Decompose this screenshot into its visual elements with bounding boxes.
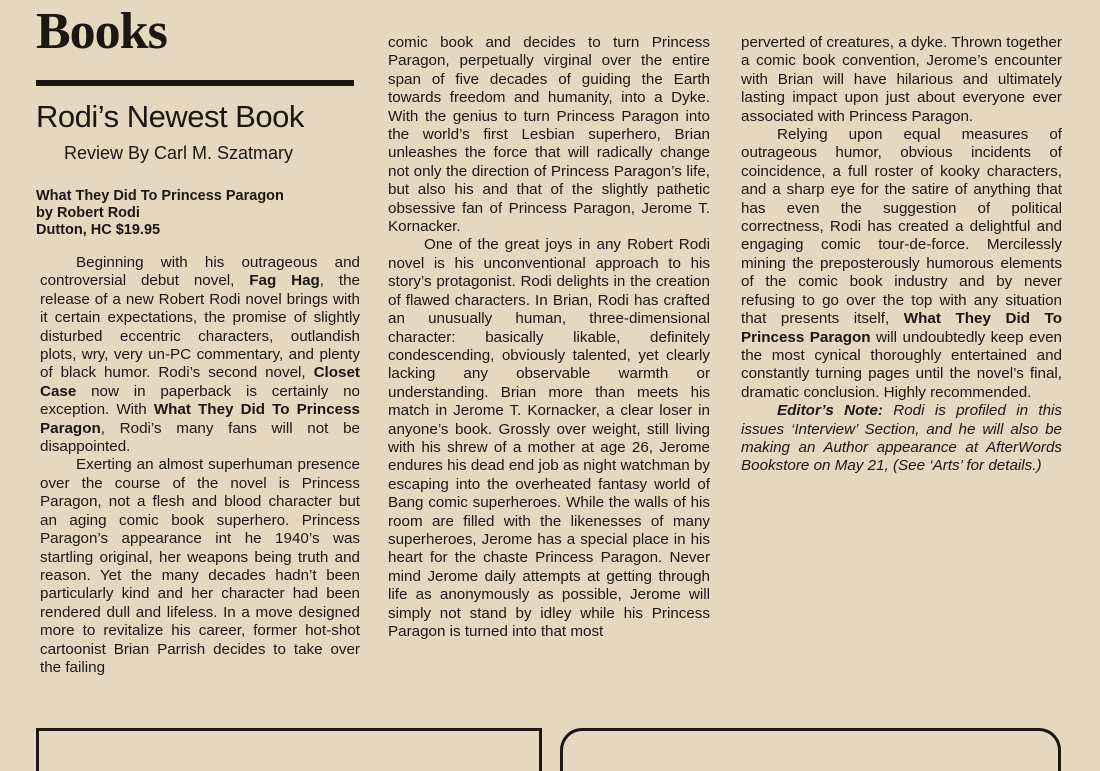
text-run: Beginning with his outrageous and controversial debut novel,	[40, 254, 360, 290]
book-title-princess-paragon-2: What They Did To Princess Paragon	[741, 310, 1062, 346]
text-run: now in paperback is certainly no exception. With	[40, 382, 360, 419]
paragraph-princess-paragon: Exerting an almost superhuman presence over the course of the novel is Princess Paragon, not a flesh and blood character but an aging comic book superhero. Princess Paragon’s appearance int he 1940’s was startling original, her weapons being truth and reason. Yet the many decades hadn’t been particularly kind and her character had been rendered dull and lifeless. In a move designed more to revitalize his career, former hot-shot cartoonist Brian Parrish decides to take over the failing	[40, 456, 360, 676]
book-title-fag-hag: Fag Hag	[249, 272, 320, 290]
editors-note-text: Rodi is profiled in this issues ‘Interview’ Section, and he will also be making an Author appearance at AfterWords Bookstore on May 21, (See ‘Arts’ for details.)	[741, 402, 1062, 475]
text-run: , Rodi’s many fans will not be disappointed.	[40, 419, 360, 456]
text-run: , the release of a new Robert Rodi novel brings with it certain expectations, the promise of slightly disturbed eccentric characters, outlandish plots, wry, very un-PC commentary, and plenty of black humor. Rodi’s second novel,	[40, 272, 360, 382]
paragraph-continued: comic book and decides to turn Princess Paragon, perpetually virginal over the entire span of five decades of guiding the Earth towards freedom and humanity, into a Dyke. With the genius to turn Princess Paragon into the world’s first Lesbian superhero, Brian unleashes the force that will radically change not only the direction of Princess Paragon’s life, but also his and that of the slightly pathetic obsessive fan of Princess Paragon, Jerome T. Kornacker.	[388, 34, 710, 236]
paragraph-verdict	[741, 126, 1062, 402]
article-headline: Rodi’s Newest Book	[36, 99, 304, 134]
editors-note	[741, 402, 1062, 476]
paragraph-characters: One of the great joys in any Robert Rodi novel is his unconventional approach to his story’s protagonist. Rodi delights in the creation of flawed characters. In Brian, Rodi has crafted an unusually human, three-dimensional character: basically likable, definitely condescending, obviously talented, yet clearly lacking any observable warmth or understanding. Brian more than meets his match in Jerome T. Kornacker, a clear loser in anyone’s book. Grossly over weight, still living with his shrew of a mother at age 26, Jerome endures his dead end job as night watchman by escaping into the overheated fantasy world of Bang comic superheroes. While the walls of his room are filled with the likenesses of many superheroes, Jerome has a special place in his heart for the chaste Princess Paragon. Never mind Jerome daily attempts at getting through life as anonymously as possible, Jerome will simply not stand by idley while his Princess Paragon is turned into that most	[388, 236, 710, 640]
paragraph-intro	[40, 254, 360, 456]
bottom-box-left	[36, 728, 542, 771]
bottom-box-right	[560, 728, 1061, 771]
article-byline: Review By Carl M. Szatmary	[64, 143, 294, 163]
section-rule	[36, 80, 354, 86]
book-title-princess-paragon: What They Did To Princess Paragon	[40, 401, 360, 437]
book-title-closet-case: Closet Case	[40, 364, 360, 400]
book-publisher: Dutton, HC $19.95	[36, 221, 161, 238]
text-run: Relying upon equal measures of outrageous humor, obvious incidents of coincidence, a full roster of kooky characters, and a sharp eye for the satire of anything that has even the suggestion of political correctness, Rodi has created a delightful and engaging comic tour-de-force. Mercilessly mining the preposterously humorous elements of the comic book industry and by never refusing to go over the top with any situation that presents itself,	[741, 126, 1062, 328]
paragraph-continued-2: perverted of creatures, a dyke. Thrown together a comic book convention, Jerome’s encounter with Brian will have hilarious and ultimately lasting impact upon just about everyone ever associated with Princess Paragon.	[741, 34, 1062, 125]
article-column-1	[40, 254, 360, 677]
book-title: What They Did To Princess Paragon	[36, 188, 284, 204]
editors-note-label: Editor’s Note:	[777, 402, 883, 420]
section-title: Books	[36, 3, 167, 60]
text-run: will undoubtedly keep even the most cynical thoroughly entertained and constantly turning pages until the novel’s final, dramatic conclusion. Highly recommended.	[741, 328, 1062, 401]
article-column-2	[388, 34, 710, 641]
book-info	[36, 188, 366, 239]
article-column-3	[741, 34, 1062, 476]
book-author: by Robert Rodi	[36, 204, 140, 221]
